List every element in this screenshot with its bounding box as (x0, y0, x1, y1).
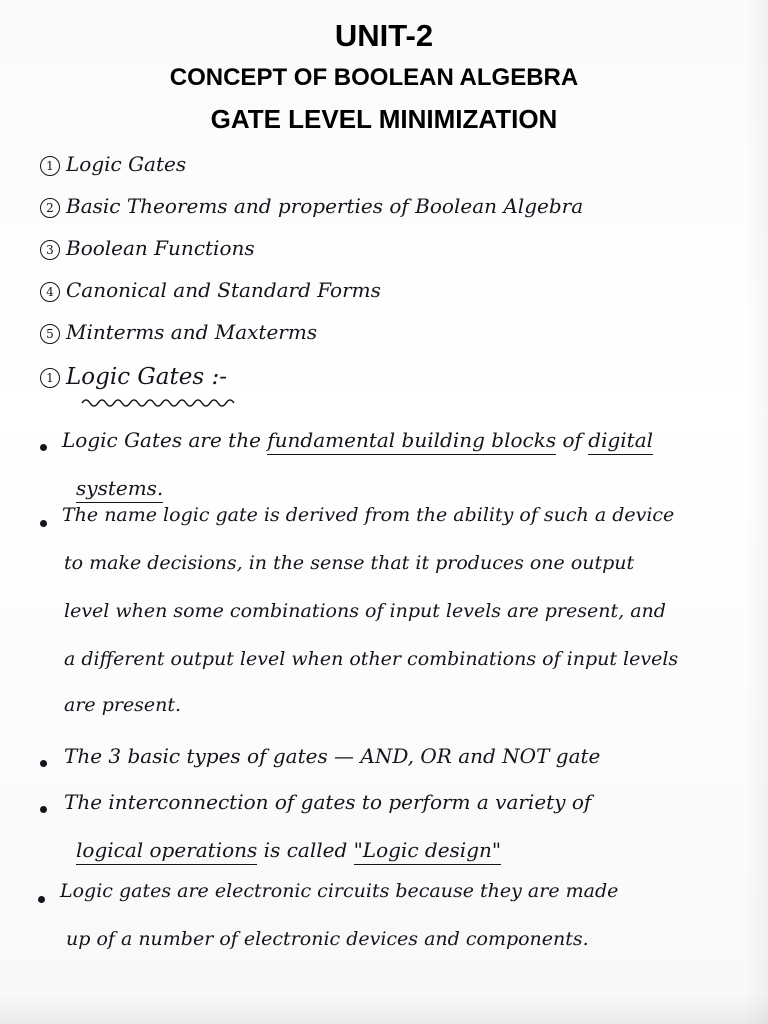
circled-number: 2 (40, 198, 60, 218)
underlined-text: "Logic design" (354, 838, 501, 865)
page-edge-shadow (746, 0, 768, 1024)
circled-number: 5 (40, 324, 60, 344)
bullet-line: The 3 basic types of gates — AND, OR and NOT gate (64, 744, 601, 768)
bullet-text: of (556, 428, 589, 452)
bullet-line: Logic gates are electronic circuits because they are made (60, 880, 619, 902)
circled-number: 3 (40, 240, 60, 260)
bullet-line: up of a number of electronic devices and components. (66, 928, 589, 950)
circled-number: 1 (40, 156, 60, 176)
concept-title: CONCEPT OF BOOLEAN ALGEBRA (169, 64, 579, 91)
gate-level-title: GATE LEVEL MINIMIZATION (210, 104, 558, 134)
underlined-text: fundamental building blocks (267, 428, 556, 455)
topic-item (40, 236, 255, 260)
topic-text: Boolean Functions (66, 236, 255, 260)
topic-item (40, 194, 583, 218)
bullet-line: level when some combinations of input levels are present, and (64, 600, 666, 622)
topic-item (40, 320, 317, 344)
topic-text: Basic Theorems and properties of Boolean Algebra (66, 194, 584, 218)
bullet-text: Logic Gates are the (62, 428, 268, 452)
bullet-line (76, 838, 501, 862)
topic-item (40, 152, 186, 176)
bullet-line: The interconnection of gates to perform a variety of (64, 790, 592, 814)
bullet-dot (38, 896, 45, 903)
section-title: Logic Gates :- (66, 364, 227, 390)
bullet-line (76, 476, 163, 500)
topic-item (40, 278, 381, 302)
topic-text: Canonical and Standard Forms (66, 278, 381, 302)
bullet-line (62, 428, 653, 452)
bullet-dot (40, 806, 47, 813)
topic-text: Minterms and Maxterms (66, 320, 318, 344)
circled-number: 1 (40, 368, 60, 388)
underlined-text: digital (588, 428, 653, 455)
wavy-underline (80, 396, 240, 410)
underlined-text: logical operations (76, 838, 257, 865)
bullet-dot (40, 444, 47, 451)
bullet-line: a different output level when other combinations of input levels (64, 648, 679, 670)
bullet-dot (40, 760, 47, 767)
topic-text: Logic Gates (66, 152, 187, 176)
section-heading (40, 364, 227, 390)
bullet-text: is called (257, 838, 354, 862)
bullet-line: to make decisions, in the sense that it produces one output (64, 552, 635, 574)
bullet-dot (40, 520, 47, 527)
bullet-line: The name logic gate is derived from the ability of such a device (62, 504, 675, 526)
bullet-line: are present. (64, 694, 182, 716)
underlined-text: systems. (76, 476, 163, 503)
page-bottom-shadow (0, 994, 768, 1024)
unit-title: UNIT-2 (334, 18, 434, 53)
circled-number: 4 (40, 282, 60, 302)
